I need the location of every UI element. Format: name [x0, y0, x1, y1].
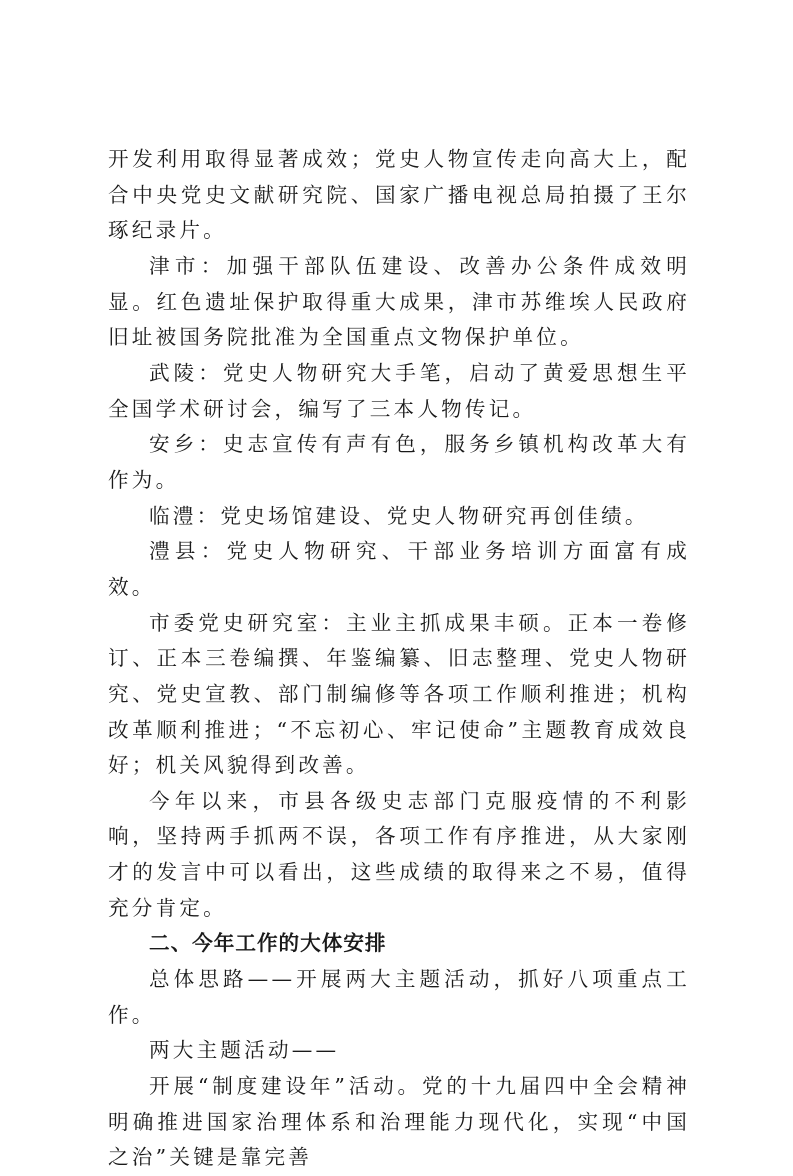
paragraph-anxiang: 安乡：史志宣传有声有色，服务乡镇机构改革大有作为。 [108, 432, 690, 492]
section-heading-2: 二、今年工作的大体安排 [149, 931, 387, 956]
paragraph-continuation: 开发利用取得显著成效；党史人物宣传走向高大上，配合中央党史文献研究院、国家广播电视总局拍摄了王尔琢纪录片。 [108, 147, 690, 243]
paragraph-institution-building-year: 开展“制度建设年”活动。党的十九届四中全会精神明确推进国家治理体系和治理能力现代化，实现“中国之治”关键是靠完善 [108, 1074, 690, 1170]
paragraph-two-themes: 两大主题活动—— [149, 1038, 340, 1063]
paragraph-jinshi: 津市：加强干部队伍建设、改善办公条件成效明显。红色遗址保护取得重大成果，津市苏维埃人民政府旧址被国务院批准为全国重点文物保护单位。 [108, 253, 690, 350]
paragraph-summary: 今年以来，市县各级史志部门克服疫情的不利影响，坚持两手抓两不误，各项工作有序推进，从大家刚才的发言中可以看出，这些成绩的取得来之不易，值得充分肯定。 [108, 788, 690, 920]
paragraph-party-history-office: 市委党史研究室：主业主抓成果丰硕。正本一卷修订、正本三卷编撰、年鉴编纂、旧志整理、党史人物研究、党史宣教、部门制编修等各项工作顺利推进；机构改革顺利推进；“不忘初心、牢记使命”主题教育成效良好；机关风貌得到改善。 [108, 610, 690, 778]
paragraph-lixian: 澧县：党史人物研究、干部业务培训方面富有成效。 [108, 539, 690, 599]
paragraph-linli: 临澧：党史场馆建设、党史人物研究再创佳绩。 [149, 503, 649, 528]
paragraph-wuling: 武陵：党史人物研究大手笔，启动了黄爱思想生平全国学术研讨会，编写了三本人物传记。 [108, 360, 690, 421]
paragraph-overall-approach: 总体思路——开展两大主题活动，抓好八项重点工作。 [108, 967, 690, 1027]
document-page [108, 142, 690, 1176]
